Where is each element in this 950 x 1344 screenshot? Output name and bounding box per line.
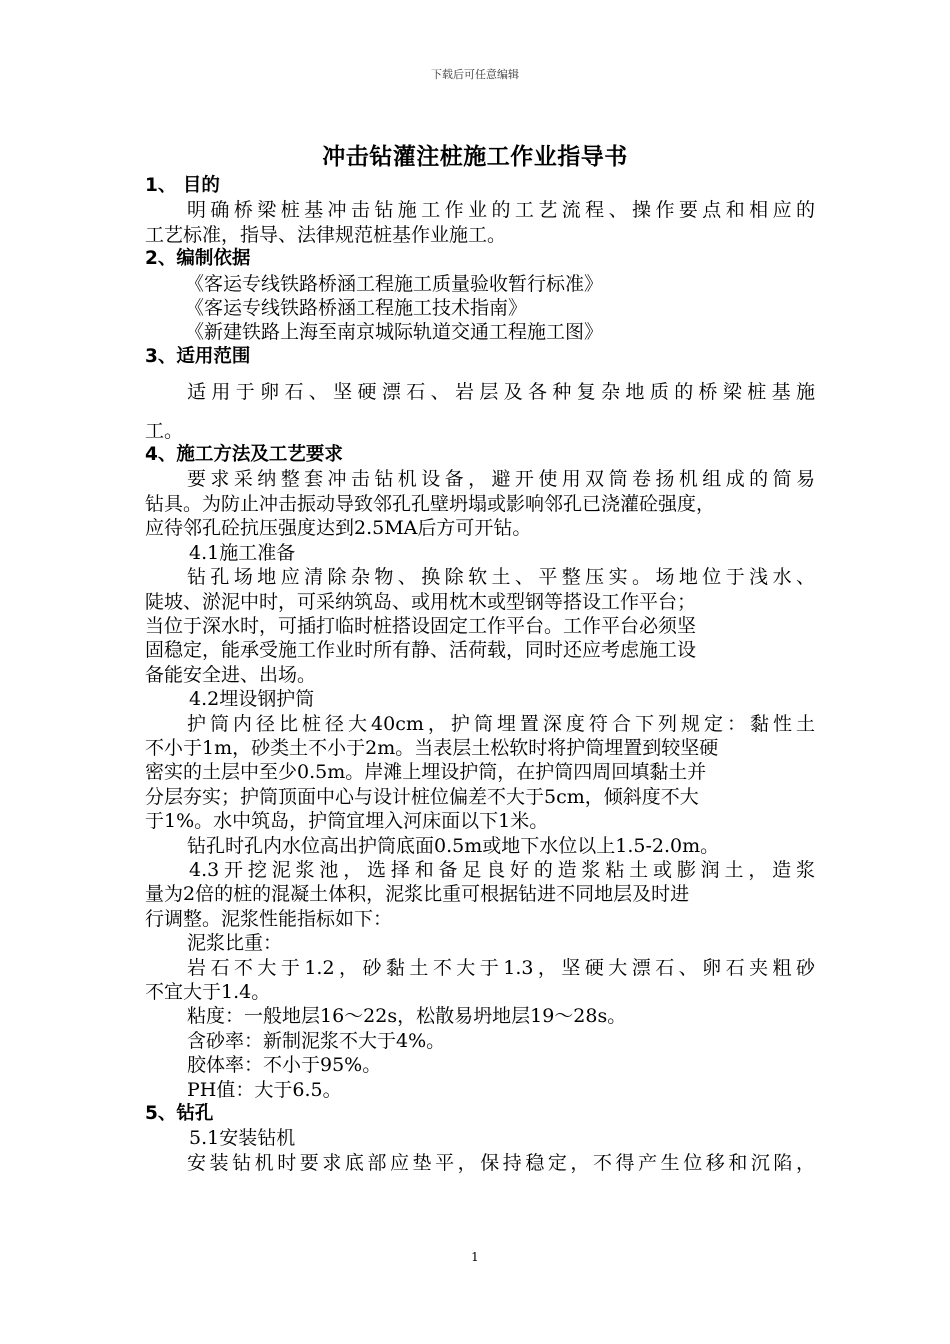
body-text-line: PH值：大于6.5。 <box>187 1078 342 1101</box>
body-text-line: 明确桥梁桩基冲击钻施工作业的工艺流程、操作要点和相应的 <box>187 199 815 222</box>
subsection-line: 4.3开挖泥浆池，选择和备足良好的造浆粘土或膨润土，造浆 <box>189 858 815 881</box>
body-text-line: 分层夯实；护筒顶面中心与设计桩位偏差不大于5cm，倾斜度不大 <box>145 785 699 808</box>
body-text-line: 含砂率：新制泥浆不大于4%。 <box>187 1029 446 1052</box>
page-number: 1 <box>471 1250 479 1264</box>
body-text-line: 胶体率：不小于95%。 <box>187 1054 382 1077</box>
subsection-line: 5.1安装钻机 <box>189 1127 296 1150</box>
document-title: 冲击钻灌注桩施工作业指导书 <box>322 143 628 170</box>
body-text-line: 护筒内径比桩径大40cm，护筒埋置深度符合下列规定：黏性土 <box>187 712 815 735</box>
section-heading: 2、编制依据 <box>145 248 251 270</box>
body-text-line: 固稳定，能承受施工作业时所有静、活荷载，同时还应考虑施工设 <box>145 639 697 662</box>
body-text-line: 不小于1m，砂类土不小于2m。当表层土松软时将护筒埋置到较坚硬 <box>145 736 719 759</box>
body-text-line: 钻具。为防止冲击振动导致邻孔孔壁坍塌或影响邻孔已浇灌砼强度， <box>145 492 716 515</box>
body-text-line: 安装钻机时要求底部应垫平，保持稳定，不得产生位移和沉陷， <box>187 1151 815 1174</box>
header-note: 下载后可任意编辑 <box>431 68 519 81</box>
body-text-line: 应待邻孔砼抗压强度达到2.5MA后方可开钻。 <box>145 517 532 540</box>
body-text-line: 不宜大于1.4。 <box>145 981 271 1003</box>
section-heading: 1、 目的 <box>145 175 220 196</box>
body-text-line: 工艺标准，指导、法律规范桩基作业施工。 <box>145 223 507 246</box>
body-text-line: 工。 <box>145 419 184 442</box>
subsection-line: 4.2埋设钢护筒 <box>189 688 315 711</box>
section-heading: 3、适用范围 <box>145 345 251 367</box>
body-text-line: 钻孔时孔内水位高出护筒底面0.5m或地下水位以上1.5-2.0m。 <box>187 834 720 857</box>
body-text-line: 钻孔场地应清除杂物、换除软土、平整压实。场地位于浅水、 <box>187 566 815 589</box>
body-text-line: 行调整。泥浆性能指标如下： <box>145 907 393 930</box>
body-text-line: 备能安全进、出场。 <box>145 663 317 686</box>
body-text-line: 粘度：一般地层16～22s，松散易坍地层19～28s。 <box>187 1005 627 1028</box>
body-text-line: 当位于深水时，可插打临时桩搭设固定工作平台。工作平台必须坚 <box>145 614 697 637</box>
body-text-line: 《客运专线铁路桥涵工程施工技术指南》 <box>185 297 528 320</box>
body-text-line: 于1%。水中筑岛，护筒宜埋入河床面以下1米。 <box>145 810 549 833</box>
body-text-line: 《客运专线铁路桥涵工程施工质量验收暂行标准》 <box>185 272 604 295</box>
body-text-line: 《新建铁路上海至南京城际轨道交通工程施工图》 <box>185 321 604 344</box>
body-text-line: 岩石不大于1.2，砂黏土不大于1.3，坚硬大漂石、卵石夹粗砂 <box>187 956 815 979</box>
body-text-line: 陡坡、淤泥中时，可采纳筑岛、或用枕木或型钢等搭设工作平台； <box>145 590 697 613</box>
body-text-line: 密实的土层中至少0.5m。岸滩上埋设护筒，在护筒四周回填黏土并 <box>145 761 707 784</box>
document-body <box>145 174 815 1175</box>
body-text-line: 泥浆比重： <box>187 932 283 955</box>
body-text-line: 适用于卵石、坚硬漂石、岩层及各种复杂地质的桥梁桩基施 <box>187 381 815 404</box>
section-heading: 4、施工方法及工艺要求 <box>145 444 343 466</box>
body-text-line: 量为2倍的桩的混凝土体积，泥浆比重可根据钻进不同地层及时进 <box>145 883 690 906</box>
body-text-line: 要求采纳整套冲击钻机设备，避开使用双筒卷扬机组成的简易 <box>187 468 815 491</box>
subsection-line: 4.1施工准备 <box>189 541 296 564</box>
section-heading: 5、钻孔 <box>145 1103 214 1125</box>
